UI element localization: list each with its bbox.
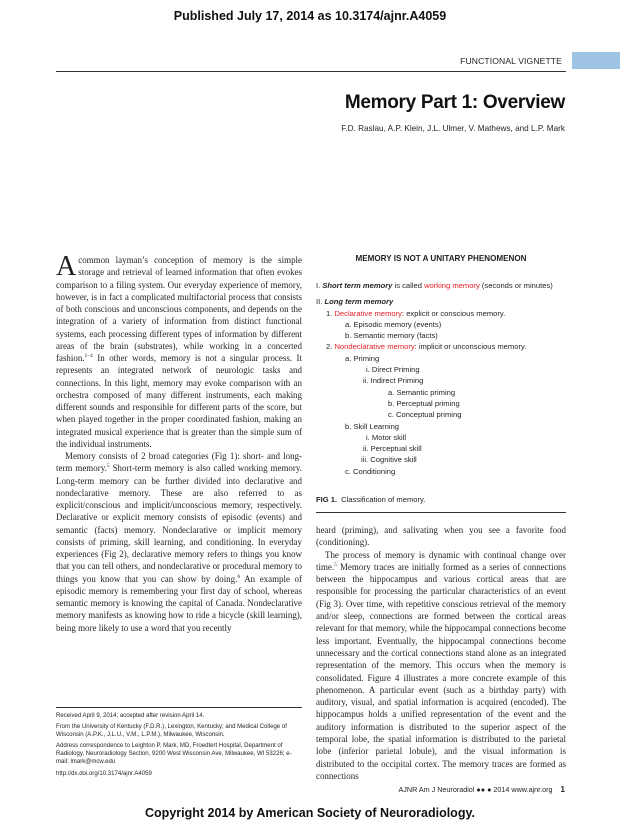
outline-short-term: I. Short term memory is called working memory (seconds or minutes) [316, 281, 553, 290]
journal-citation: AJNR Am J Neuroradiol ●● ● 2014 www.ajnr.org [398, 785, 553, 794]
outline-conceptual-priming: c. Conceptual priming [388, 410, 462, 420]
outline-nondeclarative: 2. Nondeclarative memory: implicit or unconscious memory. [326, 342, 527, 352]
outline-cognitive-skill: iii. Cognitive skill [361, 455, 417, 465]
figure-caption: FIG 1. Classification of memory. [316, 495, 426, 504]
header-divider [56, 71, 566, 72]
continued-paragraph: heard (priming), and salivating when you see a favorite food (conditioning). [316, 525, 566, 548]
outline-motor-skill: i. Motor skill [366, 432, 407, 442]
outline-semantic-priming: a. Semantic priming [388, 387, 456, 397]
outline-direct-priming: i. Direct Priming [366, 365, 420, 375]
outline-perceptual-priming: b. Perceptual priming [388, 398, 460, 408]
outline-episodic: a. Episodic memory (events) [345, 319, 442, 329]
body-paragraph: Memory consists of 2 broad categories (Fig 1): short- and long-term memory.$^5$ Short-term memory is also called working memory. Long-term memory can be further divided into declarative and nondeclarative memory. These are also referred to as explicit/conscious and implicit/unconscious memory, respectively. Declarative or explicit memory consists of episodic (events) and semantic (facts) memory. Nondeclarative or implicit memory consists of priming, skill learning, and conditioning. In everyday experiences (Fig 2), declarative memory refers to things you know that you can tell others, and nondeclarative or procedural memory to things you know that you can show by doing.$^6$ An example of episodic memory is remembering your first day of school, whereas semantic memory is knowing the capital of Canada. Nondeclarative memory manifests as knowing how to ride a bicycle (skill learning), being more likely to use a word that you recently [56, 451, 302, 633]
body-paragraph: The process of memory is dynamic with continual change over time.$^5$ Memory traces are initially formed as a series of connections between the hippocampus and various cortical areas that are responsible for processing the particular characteristics of an event (Fig 3). Over time, with repetitive conscious retrieval of the memory and/or sleep, connections are formed between the cortical areas relevant for that memory, while the hippocampal connections become less important. Eventually, the hippocampal connections become unnecessary and the cortical connections stand alone as an integrated representation of the memory. This occurs when the memory is consolidated. Figure 4 illustrates a more concrete example of this phenomenon. A particular event (such as a birthday party) with auditory, visual, and spatial information is acquired (encoded). The hippocampus holds a unified representation of the event and the auditory information is distributed to the superior aspect of the temporal lobe, the spatial information is distributed to the parietal lobe (inferior parietal lobule), and the visual information is distributed to the occipital cortex. The memory traces are formed as connections [316, 549, 566, 781]
outline-conditioning: c. Conditioning [345, 466, 396, 476]
drop-cap: A [56, 251, 77, 282]
copyright-banner: Copyright 2014 by American Society of Neuroradiology. [145, 806, 475, 820]
received-dates: Received April 9, 2014; accepted after revision April 14. [56, 713, 205, 719]
outline-semantic: b. Semantic memory (facts) [345, 331, 438, 341]
left-column-body [56, 251, 302, 634]
author-list: F.D. Raslau, A.P. Klein, J.L. Ulmer, V. Mathews, and L.P. Mark [341, 124, 565, 133]
correspondence: Address correspondence to Leighton P. Mark, MD, Froedtert Hospital, Department of Radiology, Neuroradiology Section, 9200 West Wisconsin Ave, Milwaukee, WI 53226; e-mail: lmark@mcw.edu [56, 743, 292, 766]
affiliations: From the University of Kentucky (F.D.R.), Lexington, Kentucky; and Medical College of Wisconsin (A.P.K., J.L.U., V.M., L.P.M.), Milwaukee, Wisconsin. [56, 724, 287, 739]
outline-skill-learning: b. Skill Learning [345, 421, 400, 431]
page-number: 1 [560, 785, 565, 794]
figure-1 [316, 254, 566, 478]
intro-paragraph: A common layman’s conception of memory is the simple storage and retrieval of learned information that often evokes comparison to a filing system. Our everyday experience of memory, however, is in fact a complicated multifactorial process that consists of both conscious and unconscious components, and depends on the integration of a variety of information from distinct functional systems, each processing different types of information by different areas of the brain (substrates), while working in a concerted fashion.$^{1-4}$ In other words, memory is not a singular process. It represents an integrated network of neurologic tasks and connections. In this light, memory may evoke comparison with an orchestra composed of many different instruments, each making different sounds and responsible for different parts of the score, but when played together in the proper coordinated fashion, making an integrated musical experience that is greater than the simple sum of the individual instruments. [56, 251, 302, 449]
page-footer [399, 785, 566, 794]
outline-indirect-priming: ii. Indirect Priming [363, 376, 424, 386]
outline-declarative: 1. Declarative memory: explicit or conscious memory. [326, 308, 506, 318]
figure-title: MEMORY IS NOT A UNITARY PHENOMENON [355, 254, 527, 263]
outline-perceptual-skill: ii. Perceptual skill [363, 444, 422, 454]
section-label: FUNCTIONAL VIGNETTE [460, 56, 562, 66]
article-title: Memory Part 1: Overview [344, 92, 565, 113]
article-notes [56, 712, 302, 781]
published-banner: Published July 17, 2014 as 10.3174/ajnr.A4059 [173, 9, 447, 23]
right-column-body [316, 524, 566, 782]
outline-long-term: II. Long term memory [316, 297, 394, 307]
outline-priming: a. Priming [345, 353, 380, 363]
section-color-tab [572, 52, 620, 69]
doi-link[interactable]: http://dx.doi.org/10.3174/ajnr.A4059 [56, 770, 152, 777]
figure-divider [316, 512, 566, 513]
footnote-divider [56, 707, 302, 708]
